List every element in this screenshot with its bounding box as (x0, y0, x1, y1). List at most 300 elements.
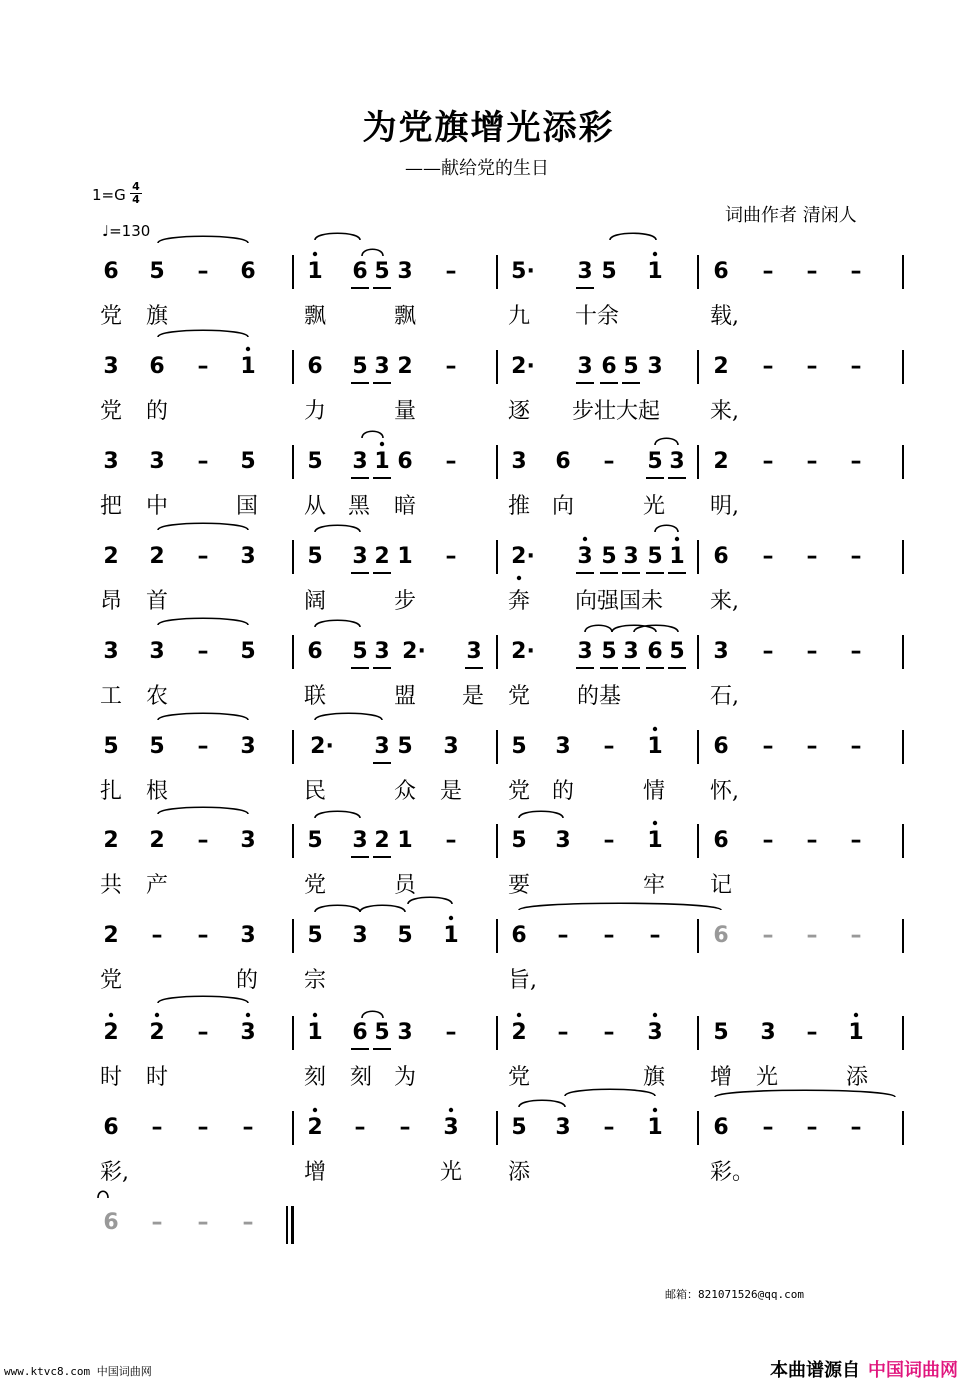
lyric: 昂 (100, 589, 123, 614)
dash-extension: – (850, 828, 862, 853)
barline (496, 1016, 498, 1050)
note: 3 (240, 828, 256, 853)
lyric: 明, (710, 494, 739, 519)
lyric: 向 (552, 494, 575, 519)
note: 3 (352, 923, 368, 948)
note: 3 (647, 354, 663, 379)
dash-extension: – (850, 544, 862, 569)
dash-extension: – (197, 544, 209, 569)
dash-extension: – (850, 449, 862, 474)
dash-extension: – (762, 734, 774, 759)
source-label: 本曲谱源自 (770, 1360, 860, 1381)
note: 3 (397, 259, 413, 284)
lyric: 从 (304, 494, 327, 519)
dash-extension: – (762, 544, 774, 569)
lyric: 根 (146, 779, 169, 804)
time-signature-top: 4 (130, 181, 142, 194)
score-system (0, 1115, 977, 1207)
dash-extension: – (197, 639, 209, 664)
score-system (0, 449, 977, 541)
barline (292, 824, 294, 858)
barline (902, 824, 904, 858)
lyric: 产 (146, 873, 169, 898)
dash-extension: – (806, 544, 818, 569)
note: 5 (647, 449, 663, 474)
note: 2 (397, 354, 413, 379)
note: 2 (713, 449, 729, 474)
note: 5 (397, 923, 413, 948)
dash-extension: – (762, 259, 774, 284)
note: 3 (240, 544, 256, 569)
source-site-name: 中国词曲网 (868, 1360, 958, 1381)
lyric: 步壮大起 (572, 399, 661, 424)
note: 6 (713, 828, 729, 853)
time-signature (130, 181, 142, 206)
dash-extension: – (445, 259, 457, 284)
note: 3 (374, 734, 390, 759)
lyric: 首 (146, 589, 169, 614)
dash-extension: – (850, 639, 862, 664)
note: 2· (402, 639, 426, 664)
lyric: 逐 (508, 399, 531, 424)
lyric: 党 (100, 304, 123, 329)
dash-extension: – (603, 828, 615, 853)
barline (292, 255, 294, 289)
lyric: 推 (508, 494, 531, 519)
note: 1 (669, 544, 685, 569)
barline (292, 1111, 294, 1145)
note: 6 (713, 923, 729, 948)
note: 5 (374, 259, 390, 284)
note: 5 (240, 449, 256, 474)
dash-extension: – (151, 1210, 163, 1235)
note: 5 (240, 639, 256, 664)
note: 6 (647, 639, 663, 664)
note: 2· (310, 734, 334, 759)
lyric: 步 (394, 589, 417, 614)
note: 5 (307, 544, 323, 569)
note: 1 (374, 449, 390, 474)
lyric: 力 (304, 399, 327, 424)
lyric: 奔 (508, 589, 531, 614)
lyric: 为 (394, 1065, 417, 1090)
note: 1 (848, 1020, 864, 1045)
barline (496, 730, 498, 764)
note: 3 (240, 923, 256, 948)
note: 3 (374, 354, 390, 379)
dash-extension: – (603, 923, 615, 948)
final-barline-thick (291, 1206, 294, 1244)
dash-extension: – (445, 354, 457, 379)
dash-extension: – (603, 1115, 615, 1140)
barline (292, 540, 294, 574)
note: 6 (713, 259, 729, 284)
lyric: 牢 (643, 873, 666, 898)
note: 5 (149, 259, 165, 284)
barline (697, 350, 699, 384)
note: 2 (149, 544, 165, 569)
octave-dot (653, 252, 657, 256)
note: 5 (713, 1020, 729, 1045)
lyric: 彩, (100, 1160, 129, 1185)
lyric: 来, (710, 399, 739, 424)
note: 1 (397, 544, 413, 569)
quarter-note-icon: ♩ (102, 222, 110, 240)
lyric: 增 (304, 1160, 327, 1185)
lyric: 旗 (643, 1065, 666, 1090)
score-system (0, 639, 977, 731)
lyric: 彩。 (710, 1160, 755, 1185)
note: 5 (352, 354, 368, 379)
lyric: 党 (100, 968, 123, 993)
note: 3 (577, 544, 593, 569)
lyric: 的基 (577, 684, 622, 709)
note: 6 (352, 1020, 368, 1045)
lyric: 共 (100, 873, 123, 898)
note: 5 (601, 544, 617, 569)
note: 5 (647, 544, 663, 569)
lyric: 黑 (348, 494, 371, 519)
lyric: 是 (462, 684, 485, 709)
note: 3 (443, 1115, 459, 1140)
lyric: 光 (440, 1160, 463, 1185)
note: 6 (713, 734, 729, 759)
note: 2 (149, 1020, 165, 1045)
lyric: 来, (710, 589, 739, 614)
lyric: 向强国未 (575, 589, 664, 614)
slur-arc (610, 233, 656, 240)
dash-extension: – (806, 354, 818, 379)
dash-extension: – (603, 449, 615, 474)
note: 3 (240, 734, 256, 759)
octave-dot (313, 252, 317, 256)
note: 3 (443, 734, 459, 759)
lyric: 飘 (304, 304, 327, 329)
note: 1 (397, 828, 413, 853)
author-credit: 词曲作者 清闲人 (725, 205, 857, 226)
lyric: 员 (394, 873, 417, 898)
slur-arc (362, 249, 383, 256)
lyric: 要 (508, 873, 531, 898)
dash-extension: – (806, 639, 818, 664)
note: 5 (511, 734, 527, 759)
score-system (0, 734, 977, 826)
dash-extension: – (197, 923, 209, 948)
dash-extension: – (197, 259, 209, 284)
lyric: 怀, (710, 779, 739, 804)
note: 3 (555, 828, 571, 853)
lyric: 旨, (508, 968, 537, 993)
dash-extension: – (242, 1210, 254, 1235)
score-system (0, 354, 977, 446)
lyric: 的 (146, 399, 169, 424)
note: 6 (352, 259, 368, 284)
note: 6 (307, 639, 323, 664)
lyric: 时 (146, 1065, 169, 1090)
dash-extension: – (603, 734, 615, 759)
score-system (0, 1020, 977, 1112)
dash-extension: – (806, 828, 818, 853)
note: 3 (623, 639, 639, 664)
note: 6 (601, 354, 617, 379)
note: 2 (149, 828, 165, 853)
note: 3 (149, 639, 165, 664)
dash-extension: – (197, 1115, 209, 1140)
note: 6 (713, 544, 729, 569)
note: 5 (511, 1115, 527, 1140)
barline (292, 730, 294, 764)
lyric: 添 (846, 1065, 869, 1090)
note: 2 (103, 923, 119, 948)
note: 6 (240, 259, 256, 284)
note: 6 (103, 1210, 119, 1235)
dash-extension: – (850, 734, 862, 759)
barline (902, 730, 904, 764)
note: 2 (103, 828, 119, 853)
barline (902, 350, 904, 384)
lyric: 党 (508, 779, 531, 804)
lyric: 旗 (146, 304, 169, 329)
dash-extension: – (806, 1020, 818, 1045)
barline (697, 919, 699, 953)
lyric: 党 (100, 399, 123, 424)
note: 5 (307, 828, 323, 853)
dash-extension: – (557, 1020, 569, 1045)
dash-extension: – (445, 449, 457, 474)
note: 5 (397, 734, 413, 759)
score-system (0, 544, 977, 636)
dash-extension: – (197, 1020, 209, 1045)
barline (496, 350, 498, 384)
note: 3 (149, 449, 165, 474)
lyric: 刻 (350, 1065, 373, 1090)
slur-arc (158, 236, 248, 243)
final-barline-thin (286, 1206, 288, 1244)
dash-extension: – (445, 1020, 457, 1045)
song-title: 为党旗增光添彩 (362, 108, 615, 148)
note: 6 (103, 1115, 119, 1140)
note: 6 (555, 449, 571, 474)
note: 6 (713, 1115, 729, 1140)
lyric: 十余 (575, 304, 620, 329)
barline (697, 1016, 699, 1050)
note: 5 (352, 639, 368, 664)
barline (496, 255, 498, 289)
lyric: 党 (508, 684, 531, 709)
lyric: 石, (710, 684, 739, 709)
source-site-left: www.ktvc8.com 中国词曲网 (4, 1365, 152, 1378)
barline (902, 1016, 904, 1050)
dash-extension: – (762, 639, 774, 664)
lyric: 九 (508, 304, 531, 329)
time-signature-bottom: 4 (132, 193, 140, 206)
dash-extension: – (649, 923, 661, 948)
note: 3 (623, 544, 639, 569)
note: 1 (307, 1020, 323, 1045)
dash-extension: – (806, 449, 818, 474)
dash-extension: – (399, 1115, 411, 1140)
note: 2 (713, 354, 729, 379)
barline (902, 919, 904, 953)
note: 5 (623, 354, 639, 379)
dash-extension: – (806, 1115, 818, 1140)
tempo-marking (102, 222, 150, 240)
lyric: 众 (394, 779, 417, 804)
note: 2 (374, 544, 390, 569)
barline (496, 540, 498, 574)
note: 3 (577, 259, 593, 284)
barline (902, 255, 904, 289)
dash-extension: – (850, 259, 862, 284)
note: 1 (647, 1115, 663, 1140)
note: 3 (240, 1020, 256, 1045)
lyric: 的 (552, 779, 575, 804)
barline (292, 1016, 294, 1050)
dash-extension: – (197, 734, 209, 759)
note: 3 (555, 1115, 571, 1140)
lyric: 情 (643, 779, 666, 804)
note: 3 (374, 639, 390, 664)
note: 5 (307, 923, 323, 948)
barline (902, 1111, 904, 1145)
dash-extension: – (850, 923, 862, 948)
note: 3 (397, 1020, 413, 1045)
note: 3 (352, 828, 368, 853)
score-system (0, 1210, 977, 1302)
note: 2 (511, 1020, 527, 1045)
note: 5 (307, 449, 323, 474)
barline (697, 1111, 699, 1145)
note: 3 (103, 354, 119, 379)
lyric: 阔 (304, 589, 327, 614)
dash-extension: – (850, 1115, 862, 1140)
note: 1 (647, 828, 663, 853)
lyric: 暗 (394, 494, 417, 519)
note: 5 (511, 828, 527, 853)
note: 2· (511, 354, 535, 379)
lyric: 量 (394, 399, 417, 424)
lyric: 增 (710, 1065, 733, 1090)
note: 3 (555, 734, 571, 759)
dash-extension: – (762, 354, 774, 379)
lyric: 工 (100, 684, 123, 709)
lyric: 国 (236, 494, 259, 519)
note: 1 (240, 354, 256, 379)
lyric: 中 (146, 494, 169, 519)
note: 1 (647, 734, 663, 759)
note: 1 (443, 923, 459, 948)
note: 3 (352, 449, 368, 474)
dash-extension: – (197, 828, 209, 853)
key-signature: 1=G (92, 186, 126, 204)
dash-extension: – (762, 828, 774, 853)
lyric: 刻 (304, 1065, 327, 1090)
note: 2 (374, 828, 390, 853)
song-subtitle: ——献给党的生日 (405, 158, 549, 179)
note: 6 (307, 354, 323, 379)
note: 3 (466, 639, 482, 664)
note: 3 (103, 639, 119, 664)
barline (496, 1111, 498, 1145)
dash-extension: – (445, 544, 457, 569)
note: 3 (669, 449, 685, 474)
dash-extension: – (151, 923, 163, 948)
note: 3 (103, 449, 119, 474)
barline (496, 445, 498, 479)
lyric: 载, (710, 304, 739, 329)
dash-extension: – (762, 1115, 774, 1140)
barline (697, 445, 699, 479)
lyric: 光 (643, 494, 666, 519)
note: 3 (352, 544, 368, 569)
dash-extension: – (151, 1115, 163, 1140)
source-site-right (770, 1356, 958, 1382)
note: 5 (374, 1020, 390, 1045)
note: 5· (511, 259, 535, 284)
dash-extension: – (197, 1210, 209, 1235)
lyric: 的 (236, 968, 259, 993)
barline (902, 445, 904, 479)
lyric: 民 (304, 779, 327, 804)
dash-extension: – (806, 923, 818, 948)
dash-extension: – (603, 1020, 615, 1045)
dash-extension: – (762, 923, 774, 948)
barline (697, 730, 699, 764)
lyric: 联 (304, 684, 327, 709)
note: 3 (760, 1020, 776, 1045)
dash-extension: – (197, 354, 209, 379)
note: 3 (577, 639, 593, 664)
lyric: 党 (508, 1065, 531, 1090)
barline (697, 824, 699, 858)
lyric: 扎 (100, 779, 123, 804)
note: 2 (103, 544, 119, 569)
note: 6 (397, 449, 413, 474)
dash-extension: – (445, 828, 457, 853)
slur-arc (315, 233, 360, 240)
dash-extension: – (557, 923, 569, 948)
lyric: 宗 (304, 968, 327, 993)
tempo-value: =130 (109, 222, 151, 240)
note: 5 (601, 639, 617, 664)
barline (496, 824, 498, 858)
lyric: 记 (710, 873, 733, 898)
note: 5 (103, 734, 119, 759)
lyric: 光 (756, 1065, 779, 1090)
lyric: 把 (100, 494, 123, 519)
note: 2 (103, 1020, 119, 1045)
dash-extension: – (197, 449, 209, 474)
lyric: 农 (146, 684, 169, 709)
note: 1 (647, 259, 663, 284)
note: 5 (669, 639, 685, 664)
dash-extension: – (806, 734, 818, 759)
note: 5 (601, 259, 617, 284)
score-system (0, 259, 977, 351)
dash-extension: – (354, 1115, 366, 1140)
barline (292, 445, 294, 479)
lyric: 是 (440, 779, 463, 804)
score-system (0, 828, 977, 920)
barline (496, 635, 498, 669)
barline (496, 919, 498, 953)
note: 3 (511, 449, 527, 474)
lyric: 时 (100, 1065, 123, 1090)
barline (697, 540, 699, 574)
note: 6 (149, 354, 165, 379)
note: 6 (103, 259, 119, 284)
lyric: 飘 (394, 304, 417, 329)
